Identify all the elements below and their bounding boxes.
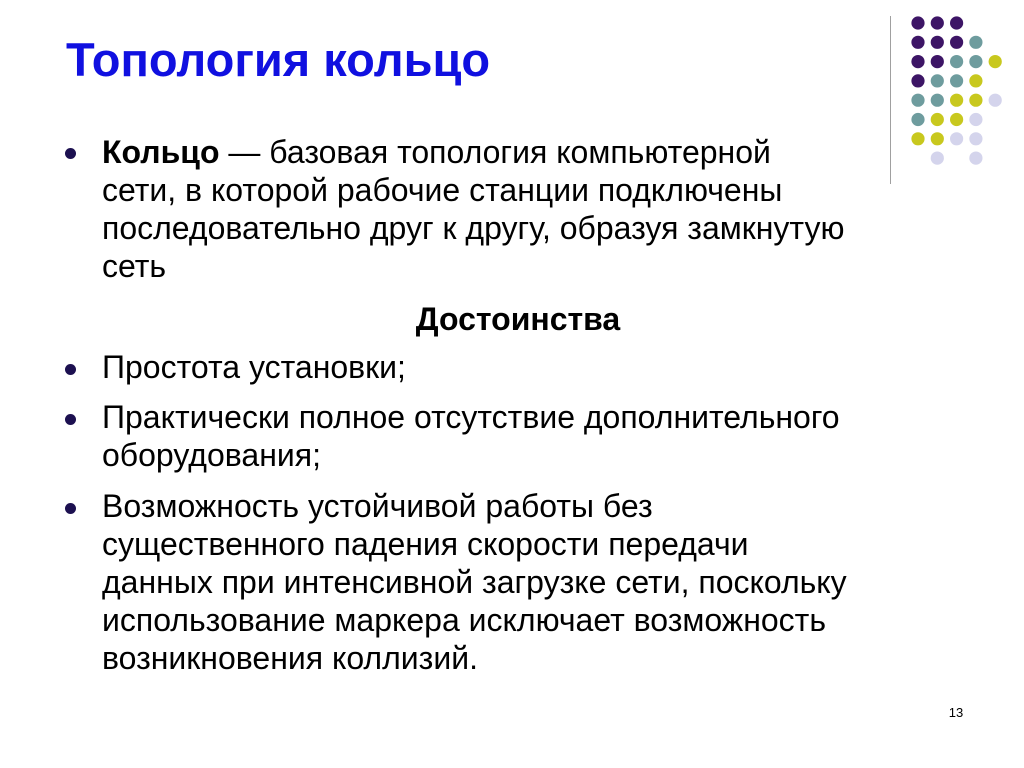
definition-text: — базовая топология компьютерной [219, 134, 771, 170]
decorative-dot [911, 16, 924, 29]
decorative-dot [950, 36, 963, 49]
decorative-dot [969, 74, 982, 87]
advantage-3-line-2: существенного падения скорости передачи [102, 526, 749, 562]
decorative-dot [911, 113, 924, 126]
advantage-item-3 [102, 487, 982, 677]
definition-line-2: сети, в которой рабочие станции подключены [102, 172, 783, 208]
decorative-dot [969, 94, 982, 107]
bullet-icon [65, 364, 76, 375]
advantage-item-1 [102, 348, 982, 386]
decorative-dot [950, 55, 963, 68]
decorative-dot [969, 113, 982, 126]
advantage-2-line-1: Практически полное отсутствие дополнительного [102, 399, 840, 435]
definition-line-1 [102, 133, 982, 171]
advantage-3-line-3: данных при интенсивной загрузке сети, поскольку [102, 564, 847, 600]
decorative-dot [931, 55, 944, 68]
decorative-dot [950, 94, 963, 107]
advantage-item-2 [102, 398, 982, 474]
bullet-icon [65, 148, 76, 159]
definition-item [102, 133, 982, 285]
decorative-dot [969, 36, 982, 49]
decorative-dot [931, 36, 944, 49]
decorative-dot [911, 36, 924, 49]
advantage-3-line-5: возникновения коллизий. [102, 640, 478, 676]
decorative-dot [969, 55, 982, 68]
decorative-dot [931, 113, 944, 126]
definition-line-4: сеть [102, 248, 167, 284]
decorative-dot [950, 16, 963, 29]
decorative-dot [950, 74, 963, 87]
bullet-icon [65, 503, 76, 514]
page-number: 13 [948, 705, 964, 720]
advantage-3-line-1: Возможность устойчивой работы без [102, 488, 653, 524]
definition-line-3: последовательно друг к другу, образуя замкнутую [102, 210, 845, 246]
decorative-dot [911, 55, 924, 68]
decorative-dot [931, 74, 944, 87]
advantages-heading [0, 300, 1024, 338]
decorative-dot [911, 94, 924, 107]
decorative-dot [989, 55, 1002, 68]
advantage-1-line-1: Простота установки; [102, 349, 406, 385]
slide-title: Топология кольцо [66, 33, 491, 86]
decorative-dot [989, 94, 1002, 107]
definition-term: Кольцо [102, 134, 220, 170]
advantage-2-line-2: оборудования; [102, 437, 321, 473]
decorative-dot [931, 16, 944, 29]
decorative-dot [911, 74, 924, 87]
decorative-dot [950, 113, 963, 126]
advantages-heading-text: Достоинства [415, 301, 621, 337]
decorative-dot [931, 94, 944, 107]
bullet-icon [65, 414, 76, 425]
advantage-3-line-4: использование маркера исключает возможность [102, 602, 826, 638]
